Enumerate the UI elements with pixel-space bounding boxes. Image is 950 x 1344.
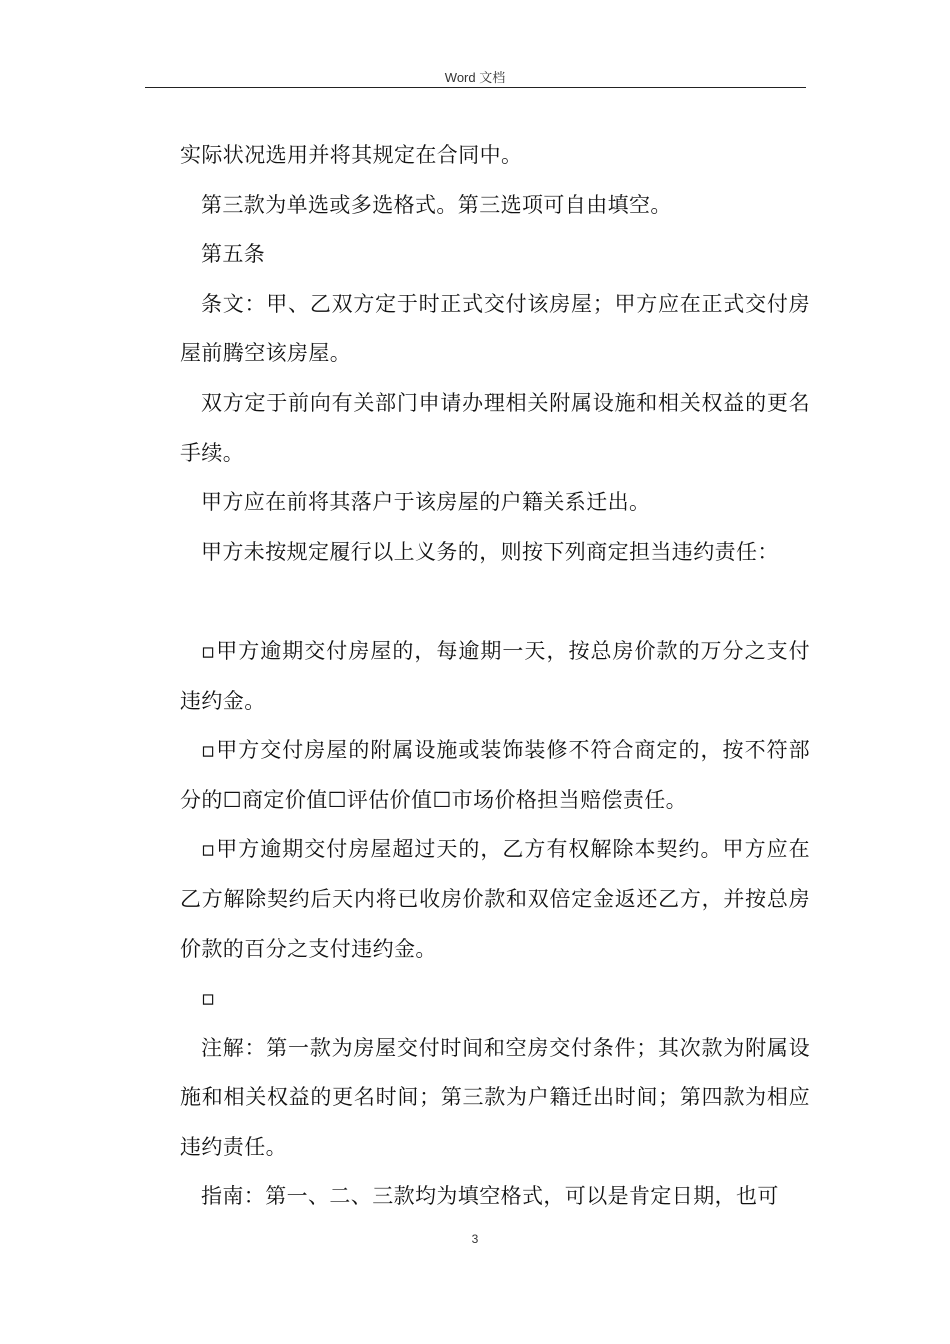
paragraph: 条文：甲、乙双方定于时正式交付该房屋；甲方应在正式交付房屋前腾空该房屋。 bbox=[180, 291, 810, 366]
guide-paragraph: 指南：第一、二、三款均为填空格式，可以是肯定日期，也可 bbox=[201, 1184, 779, 1209]
paragraph: 甲方未按规定履行以上义务的，则按下列商定担当违约责任： bbox=[201, 539, 779, 564]
checkbox-item: ▫甲方逾期交付房屋超过天的，乙方有权解除本契约。甲方应在乙方解除契约后天内将已收房价款和双倍定金返还乙方，并按总房价款的百分之支付违约金。 bbox=[180, 837, 810, 961]
header-divider bbox=[145, 87, 806, 88]
document-header-title: Word 文档 bbox=[444, 70, 506, 85]
paragraph: 甲方应在前将其落户于该房屋的户籍关系迁出。 bbox=[201, 490, 651, 515]
page-number: 3 bbox=[471, 1232, 479, 1246]
document-body bbox=[180, 131, 810, 1222]
checkbox-item: ▫ bbox=[201, 986, 216, 1011]
paragraph: 第三款为单选或多选格式。第三选项可自由填空。 bbox=[201, 192, 672, 217]
checkbox-item: ▫甲方逾期交付房屋的，每逾期一天，按总房价款的万分之支付违约金。 bbox=[180, 638, 810, 713]
paragraph-continuation: 实际状况选用并将其规定在合同中。 bbox=[180, 143, 523, 167]
blank-line bbox=[180, 577, 810, 627]
note-paragraph: 注解：第一款为房屋交付时间和空房交付条件；其次款为附属设施和相关权益的更名时间；第三款为户籍迁出时间；第四款为相应违约责任。 bbox=[180, 1035, 810, 1159]
checkbox-item: ▫甲方交付房屋的附属设施或装饰装修不符合商定的，按不符部分的☐商定价值☐评估价值☐市场价格担当赔偿责任。 bbox=[180, 738, 810, 812]
article-heading: 第五条 bbox=[201, 242, 266, 267]
paragraph: 双方定于前向有关部门申请办理相关附属设施和相关权益的更名手续。 bbox=[180, 390, 810, 465]
